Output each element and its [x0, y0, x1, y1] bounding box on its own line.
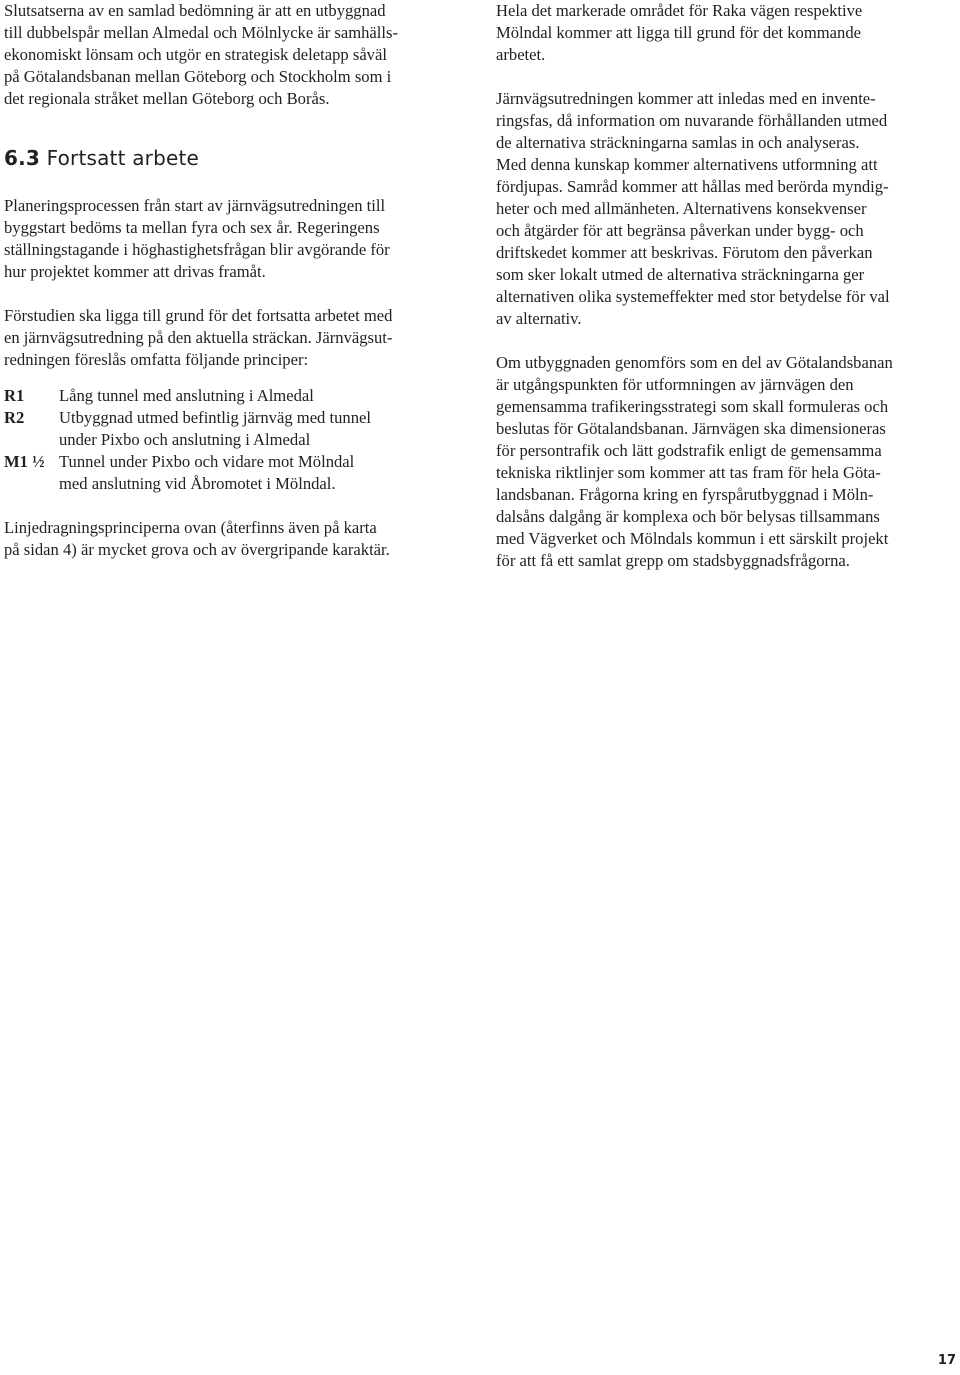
- section-title: Fortsatt arbete: [46, 146, 200, 170]
- gotalandsbanan-paragraph: Om utbyggnaden genomförs som en del av Götalandsbanan är utgångspunkten för utformningen av järnvägen den gemensamma trafikeringsstrategi som skall formuleras och beslutas för Götalandsbanan. Järnvägen ska dimensioneras för persontrafik och lätt godstrafik enligt de gemensamma tekniska riktlinjer som kommer att tas fram för hela Göta- landsbanan. Frågorna kring en fyrspårutbyggnad i Möln- dalsåns dalgång är komplexa och bör belysas tillsammans med Vägverket och Mölndals kommun i ett särskilt projekt för att få ett samlat grepp om stadsbyggnadsfrågorna.: [496, 353, 893, 570]
- principle-description: Utbyggnad utmed befintlig järnväg med tunnel under Pixbo och anslutning i Almedal: [59, 408, 371, 449]
- principle-code: M1 ½: [4, 452, 45, 471]
- consultation-paragraph: Med denna kunskap kommer alternativens utformning att fördjupas. Samråd kommer att hållas med berörda myndig- heter och med allmänheten. Alternativens konsekvenser och åtgärder för att begränsa påverkan under bygg- och driftskedet kommer att beskrivas. Förutom den påverkan som sker lokalt utmed de alternativa sträckningarna ger alternativen olika systemeffekter med stor betydelse för val av alternativ.: [496, 155, 890, 328]
- section-heading: [4, 146, 466, 170]
- principle-code: R2: [4, 408, 25, 427]
- marked-area-paragraph: Hela det markerade området för Raka vägen respektive Mölndal kommer att ligga till grund för det kommande arbetet.: [496, 1, 863, 64]
- planning-paragraph: Planeringsprocessen från start av järnvägsutredningen till byggstart bedöms ta mellan fyra och sex år. Regeringens ställningstagande i höghastighetsfrågan blir avgörande för hur projektet kommer att drivas framåt.: [4, 196, 390, 281]
- inventory-paragraph: Järnvägsutredningen kommer att inledas med en invente- ringsfas, då information om nuvarande förhållanden utmed de alternativa sträckningarna samlas in och analyseras.: [496, 89, 888, 152]
- principle-description: Tunnel under Pixbo och vidare mot Mölndal med anslutning vid Åbromotet i Mölndal.: [59, 452, 355, 493]
- alignment-paragraph: Linjedragningsprinciperna ovan (återfinns även på karta på sidan 4) är mycket grova och av övergripande karaktär.: [4, 518, 390, 559]
- left-column: [4, 0, 466, 561]
- section-number: 6.3: [4, 146, 41, 170]
- prestudy-paragraph: Förstudien ska ligga till grund för det fortsatta arbetet med en järnvägsutredning på den aktuella sträckan. Järnvägsut- redningen föreslås omfatta följande principer:: [4, 306, 393, 369]
- principle-item: [4, 407, 466, 451]
- right-column: [496, 0, 958, 572]
- principle-item: [4, 451, 466, 495]
- principle-description: Lång tunnel med anslutning i Almedal: [59, 386, 314, 405]
- principles-list: [4, 385, 466, 495]
- principle-code: R1: [4, 386, 25, 405]
- page-number: 17: [937, 1353, 956, 1368]
- intro-paragraph: Slutsatserna av en samlad bedömning är att en utbyggnad till dubbelspår mellan Almedal och Mölnlycke är samhälls- ekonomiskt lönsam och utgör en strategisk deletapp såväl på Götalandsbanan mellan Göteborg och Stockholm som i det regionala stråket mellan Göteborg och Borås.: [4, 1, 399, 108]
- principle-item: [4, 385, 466, 407]
